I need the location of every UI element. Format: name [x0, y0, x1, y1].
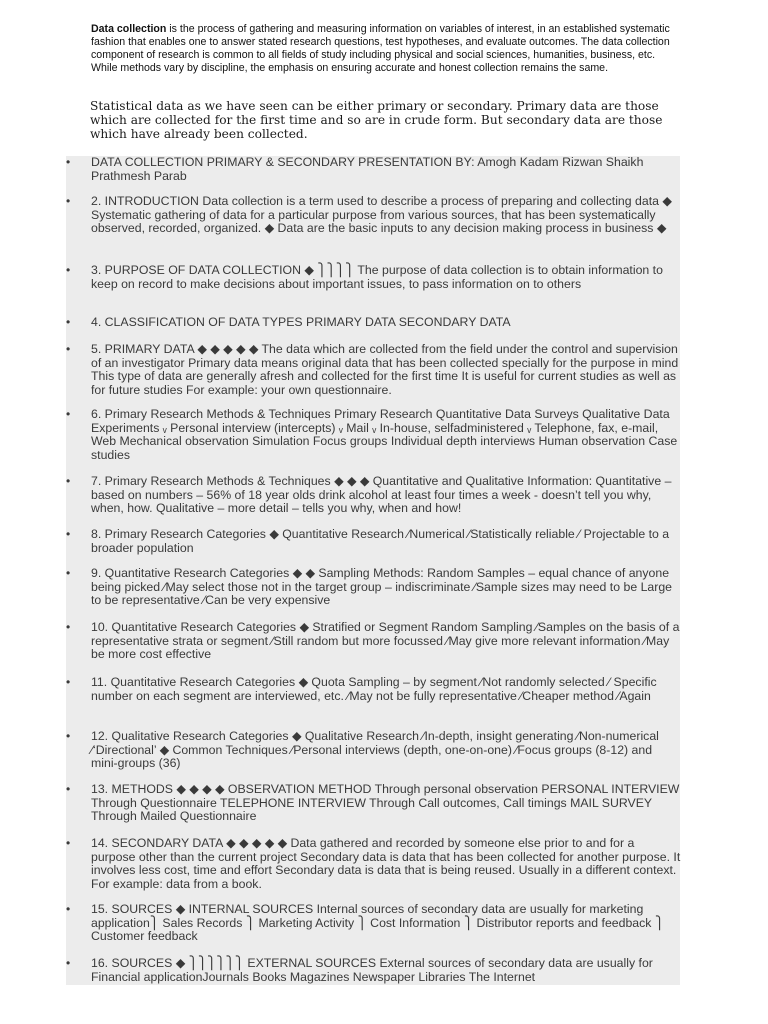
bullet-icon: •: [66, 263, 71, 277]
list-item: [66, 567, 680, 608]
bullet-icon: •: [66, 527, 71, 541]
list-item-text: 6. Primary Research Methods & Techniques Primary Research Quantitative Data Surveys Qualitative Data Experiments ᵥ Personal interview (intercepts) ᵥ Mail ᵥ In-house, selfadministered ᵥ Telephone, fax, e-mail, Web Mechanical observation Simulation Focus groups Individual depth interviews Human observation Case studies: [91, 407, 678, 462]
list-item-text: 9. Quantitative Research Categories ◆ ◆ Sampling Methods: Random Samples – equal chance of anyone being picked ⁄May select those not in the target group – indiscriminate ⁄Sample sizes may need to be Large to be representative ⁄Can be very expensive: [91, 566, 673, 608]
list-item: [66, 408, 680, 462]
bullet-icon: •: [66, 782, 71, 796]
list-item-text: DATA COLLECTION PRIMARY & SECONDARY PRESENTATION BY: Amogh Kadam Rizwan Shaikh Prathmesh Parab: [91, 155, 644, 183]
list-item: [66, 264, 680, 291]
list-item-text: 13. METHODS ◆ ◆ ◆ ◆ OBSERVATION METHOD Through personal observation PERSONAL INTERVIEW Through Questionnaire TELEPHONE INTERVIEW Through Call outcomes, Call timings MAIL SURVEY Through Mailed Questionnaire: [91, 782, 680, 824]
list-item: [66, 621, 680, 662]
list-item: [66, 730, 680, 771]
bullet-icon: •: [66, 729, 71, 743]
list-item: [66, 343, 680, 397]
list-item-text: 3. PURPOSE OF DATA COLLECTION ◆ ⎫⎫⎫⎫ The purpose of data collection is to obtain information to keep on record to make decisions about important issues, to pass information on to others: [91, 263, 663, 291]
bullet-icon: •: [66, 342, 71, 356]
list-item-text: 14. SECONDARY DATA ◆ ◆ ◆ ◆ ◆ Data gathered and recorded by someone else prior to and for a purpose other than the current project Secondary data is data that has been collected for another purpose. It involves less cost, time and effort Secondary data is data that is being reused. Usually in a different context. For example: data from a book.: [91, 836, 681, 891]
list-item: [66, 475, 680, 516]
intro-paragraph: [91, 23, 681, 75]
list-item-text: 7. Primary Research Methods & Techniques ◆ ◆ ◆ Quantitative and Qualitative Information: Quantitative – based on numbers – 56% of 18 year olds drink alcohol at least four times a week - doesn’t tell you why, when, how. Qualitative – more detail – tells you why, when and how!: [91, 474, 672, 516]
bullet-icon: •: [66, 902, 71, 916]
list-item-text: 16. SOURCES ◆ ⎫⎫⎫⎫⎫⎫ EXTERNAL SOURCES External sources of secondary data are usually for Financial applicationJournals Books Magazines Newspaper Libraries The Internet: [91, 956, 653, 984]
list-item: [66, 837, 680, 891]
intro-text: is the process of gathering and measuring information on variables of interest, in an established systematic fashion that enables one to answer stated research questions, test hypotheses, and evaluate outcomes. The data collection component of research is common to all fields of study including physical and social sciences, humanities, business, etc. While methods vary by discipline, the emphasis on ensuring accurate and honest collection remains the same.: [91, 23, 670, 74]
intro-term: Data collection: [91, 23, 167, 35]
list-item: [66, 316, 680, 330]
list-item: [66, 195, 680, 236]
list-item: [66, 528, 680, 555]
bullet-icon: •: [66, 566, 71, 580]
list-item: [66, 676, 680, 703]
slide-summary-panel: [66, 156, 680, 985]
list-item: [66, 957, 680, 984]
bullet-icon: •: [66, 620, 71, 634]
list-item-text: 10. Quantitative Research Categories ◆ Stratified or Segment Random Sampling ⁄Samples on the basis of a representative strata or segment ⁄Still random but more focussed ⁄May give more relevant information ⁄May be more cost effective: [91, 620, 680, 662]
bullet-icon: •: [66, 155, 71, 169]
list-item: [66, 783, 680, 824]
list-item-text: 5. PRIMARY DATA ◆ ◆ ◆ ◆ ◆ The data which are collected from the field under the control and supervision of an investigator Primary data means original data that has been collected specially for the purpose in mind This type of data are generally afresh and collected for the first time It is useful for current studies as well as for future studies For example: your own questionnaire.: [91, 342, 679, 397]
bullet-icon: •: [66, 675, 71, 689]
list-item-text: 12. Qualitative Research Categories ◆ Qualitative Research ⁄In-depth, insight generating ⁄Non-numerical ⁄‘Directional’ ◆ Common Techniques ⁄Personal interviews (depth, one-on-one) ⁄Focus groups (8-12) and mini-groups (36): [91, 729, 659, 771]
bullet-icon: •: [66, 836, 71, 850]
bullet-icon: •: [66, 315, 71, 329]
list-item-text: 4. CLASSIFICATION OF DATA TYPES PRIMARY DATA SECONDARY DATA: [91, 315, 511, 329]
list-item: [66, 156, 680, 183]
list-item-text: 2. INTRODUCTION Data collection is a term used to describe a process of preparing and collecting data ◆ Systematic gathering of data for a particular purpose from various sources, that has been systematically observed, recorded, organized. ◆ Data are the basic inputs to any decision making process in business ◆: [91, 194, 672, 236]
bullet-icon: •: [66, 407, 71, 421]
bullet-icon: •: [66, 474, 71, 488]
list-item: [66, 903, 680, 944]
list-item-text: 8. Primary Research Categories ◆ Quantitative Research ⁄Numerical ⁄Statistically reliable ⁄ Projectable to a broader population: [91, 527, 670, 555]
list-item-text: 11. Quantitative Research Categories ◆ Quota Sampling – by segment ⁄Not randomly selected ⁄ Specific number on each segment are interviewed, etc. ⁄May not be fully representative ⁄Cheaper method ⁄Again: [91, 675, 657, 703]
bullet-icon: •: [66, 956, 71, 970]
bullet-icon: •: [66, 194, 71, 208]
list-item-text: 15. SOURCES ◆ INTERNAL SOURCES Internal sources of secondary data are usually for marketing application⎫ Sales Records ⎫ Marketing Activity ⎫ Cost Information ⎫ Distributor reports and feedback ⎫ Customer feedback: [91, 902, 665, 944]
statistical-data-paragraph: Statistical data as we have seen can be either primary or secondary. Primary data are those which are collected for the first time and so are in crude form. But secondary data are those which have already been collected.: [90, 99, 663, 142]
